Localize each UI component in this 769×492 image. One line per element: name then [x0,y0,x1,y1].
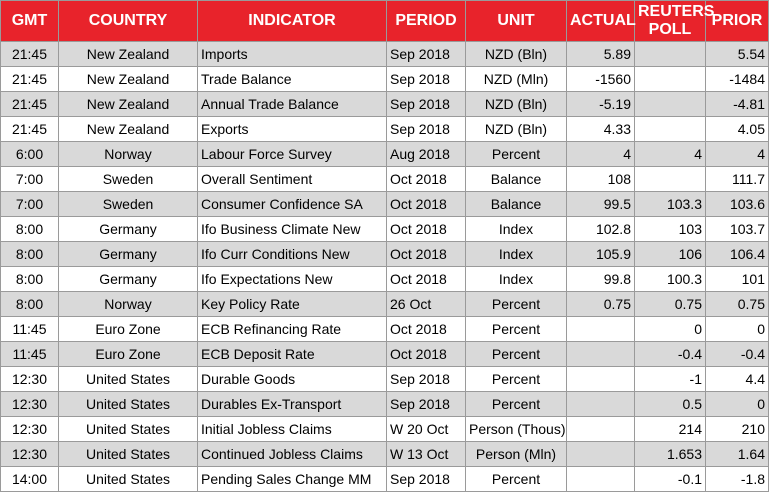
cell-country: Sweden [59,192,198,217]
cell-country: Germany [59,217,198,242]
poll-header-line1: REUTERS [638,3,715,20]
cell-period: Oct 2018 [387,192,466,217]
cell-indicator: Trade Balance [198,67,387,92]
cell-actual [567,467,635,492]
table-row [1,242,769,267]
cell-indicator: Consumer Confidence SA [198,192,387,217]
cell-poll: 1.653 [635,442,706,467]
cell-gmt: 21:45 [1,117,59,142]
cell-period: W 13 Oct [387,442,466,467]
cell-period: Oct 2018 [387,217,466,242]
table-row [1,467,769,492]
cell-actual: 5.89 [567,42,635,67]
cell-poll: 0.5 [635,392,706,417]
cell-period: Oct 2018 [387,242,466,267]
cell-prior: 111.7 [706,167,769,192]
cell-indicator: Labour Force Survey [198,142,387,167]
cell-indicator: Annual Trade Balance [198,92,387,117]
cell-country: United States [59,467,198,492]
cell-gmt: 21:45 [1,42,59,67]
col-header-indicator: INDICATOR [198,1,387,42]
cell-indicator: Ifo Curr Conditions New [198,242,387,267]
cell-unit: NZD (Bln) [466,42,567,67]
cell-prior: -1484 [706,67,769,92]
cell-actual [567,442,635,467]
cell-period: Sep 2018 [387,42,466,67]
cell-prior: 0 [706,392,769,417]
cell-unit: Percent [466,317,567,342]
cell-period: Sep 2018 [387,92,466,117]
cell-actual: 108 [567,167,635,192]
cell-gmt: 12:30 [1,417,59,442]
cell-country: New Zealand [59,92,198,117]
cell-country: New Zealand [59,117,198,142]
table-row [1,142,769,167]
cell-country: Norway [59,142,198,167]
cell-period: W 20 Oct [387,417,466,442]
col-header-prior: PRIOR [706,1,769,42]
cell-actual [567,367,635,392]
cell-prior: 4.05 [706,117,769,142]
cell-gmt: 11:45 [1,317,59,342]
cell-gmt: 8:00 [1,217,59,242]
cell-actual: 102.8 [567,217,635,242]
cell-period: Sep 2018 [387,67,466,92]
cell-country: Germany [59,242,198,267]
table-body [1,42,769,492]
cell-poll: -0.1 [635,467,706,492]
cell-country: United States [59,367,198,392]
cell-actual [567,342,635,367]
table-row [1,417,769,442]
table-row [1,267,769,292]
table-row [1,192,769,217]
cell-gmt: 12:30 [1,392,59,417]
cell-prior: 103.7 [706,217,769,242]
cell-indicator: Imports [198,42,387,67]
header-row [1,1,769,42]
cell-unit: Balance [466,192,567,217]
cell-indicator: ECB Refinancing Rate [198,317,387,342]
cell-actual: -1560 [567,67,635,92]
cell-poll [635,92,706,117]
cell-period: Oct 2018 [387,342,466,367]
cell-unit: Percent [466,367,567,392]
cell-unit: Percent [466,292,567,317]
cell-country: New Zealand [59,42,198,67]
cell-country: United States [59,417,198,442]
cell-gmt: 12:30 [1,442,59,467]
cell-gmt: 21:45 [1,92,59,117]
cell-unit: Percent [466,342,567,367]
cell-prior: 103.6 [706,192,769,217]
cell-actual: 99.5 [567,192,635,217]
cell-country: Sweden [59,167,198,192]
cell-period: Sep 2018 [387,117,466,142]
cell-period: Oct 2018 [387,167,466,192]
cell-unit: Person (Mln) [466,442,567,467]
cell-indicator: Ifo Expectations New [198,267,387,292]
cell-poll: 106 [635,242,706,267]
cell-prior: 4.4 [706,367,769,392]
cell-period: Oct 2018 [387,317,466,342]
cell-unit: Index [466,217,567,242]
col-header-gmt: GMT [1,1,59,42]
cell-gmt: 8:00 [1,292,59,317]
cell-country: Norway [59,292,198,317]
cell-country: United States [59,442,198,467]
cell-period: Oct 2018 [387,267,466,292]
cell-period: Sep 2018 [387,367,466,392]
cell-poll [635,42,706,67]
cell-unit: Percent [466,467,567,492]
table-row [1,217,769,242]
cell-unit: Index [466,242,567,267]
table-row [1,392,769,417]
cell-poll: 103.3 [635,192,706,217]
cell-prior: -4.81 [706,92,769,117]
cell-actual: 0.75 [567,292,635,317]
cell-unit: Person (Thous) [466,417,567,442]
col-header-country: COUNTRY [59,1,198,42]
cell-gmt: 12:30 [1,367,59,392]
cell-actual: 4 [567,142,635,167]
cell-poll: 4 [635,142,706,167]
table-row [1,317,769,342]
cell-poll: 103 [635,217,706,242]
poll-header-line2: POLL [648,21,692,38]
cell-actual: 99.8 [567,267,635,292]
cell-prior: 0.75 [706,292,769,317]
cell-gmt: 8:00 [1,242,59,267]
table-row [1,442,769,467]
cell-period: Sep 2018 [387,467,466,492]
cell-indicator: Ifo Business Climate New [198,217,387,242]
table-row [1,42,769,67]
cell-indicator: Pending Sales Change MM [198,467,387,492]
cell-indicator: Initial Jobless Claims [198,417,387,442]
cell-actual [567,392,635,417]
cell-actual: 105.9 [567,242,635,267]
cell-prior: 1.64 [706,442,769,467]
col-header-unit: UNIT [466,1,567,42]
cell-indicator: Overall Sentiment [198,167,387,192]
cell-unit: NZD (Bln) [466,117,567,142]
cell-prior: 0 [706,317,769,342]
cell-prior: 4 [706,142,769,167]
cell-gmt: 7:00 [1,167,59,192]
cell-gmt: 6:00 [1,142,59,167]
cell-unit: Percent [466,392,567,417]
cell-period: Sep 2018 [387,392,466,417]
cell-unit: NZD (Bln) [466,92,567,117]
table-row [1,292,769,317]
table-row [1,117,769,142]
cell-poll: 0.75 [635,292,706,317]
cell-country: New Zealand [59,67,198,92]
col-header-reuters-poll [635,1,715,42]
cell-indicator: Key Policy Rate [198,292,387,317]
cell-prior: 210 [706,417,769,442]
cell-poll [635,167,706,192]
cell-country: Germany [59,267,198,292]
cell-gmt: 7:00 [1,192,59,217]
cell-gmt: 8:00 [1,267,59,292]
cell-gmt: 11:45 [1,342,59,367]
cell-poll: -1 [635,367,706,392]
cell-country: Euro Zone [59,317,198,342]
cell-poll: 214 [635,417,706,442]
cell-poll: 100.3 [635,267,706,292]
table-row [1,67,769,92]
cell-unit: Percent [466,142,567,167]
cell-poll [635,117,706,142]
cell-prior: 101 [706,267,769,292]
cell-actual [567,317,635,342]
cell-country: United States [59,392,198,417]
cell-actual [567,417,635,442]
cell-period: Aug 2018 [387,142,466,167]
table-row [1,92,769,117]
cell-gmt: 14:00 [1,467,59,492]
cell-poll [635,67,706,92]
cell-unit: Balance [466,167,567,192]
cell-unit: Index [466,267,567,292]
cell-prior: -0.4 [706,342,769,367]
table-row [1,342,769,367]
cell-actual: -5.19 [567,92,635,117]
cell-indicator: ECB Deposit Rate [198,342,387,367]
cell-prior: 5.54 [706,42,769,67]
col-header-actual: ACTUAL [567,1,635,42]
table-row [1,367,769,392]
cell-indicator: Continued Jobless Claims [198,442,387,467]
col-header-period: PERIOD [387,1,466,42]
cell-period: 26 Oct [387,292,466,317]
cell-country: Euro Zone [59,342,198,367]
cell-actual: 4.33 [567,117,635,142]
cell-prior: 106.4 [706,242,769,267]
cell-prior: -1.8 [706,467,769,492]
cell-poll: 0 [635,317,706,342]
cell-unit: NZD (Mln) [466,67,567,92]
cell-indicator: Durables Ex-Transport [198,392,387,417]
cell-indicator: Durable Goods [198,367,387,392]
cell-poll: -0.4 [635,342,706,367]
cell-indicator: Exports [198,117,387,142]
cell-gmt: 21:45 [1,67,59,92]
table-row [1,167,769,192]
